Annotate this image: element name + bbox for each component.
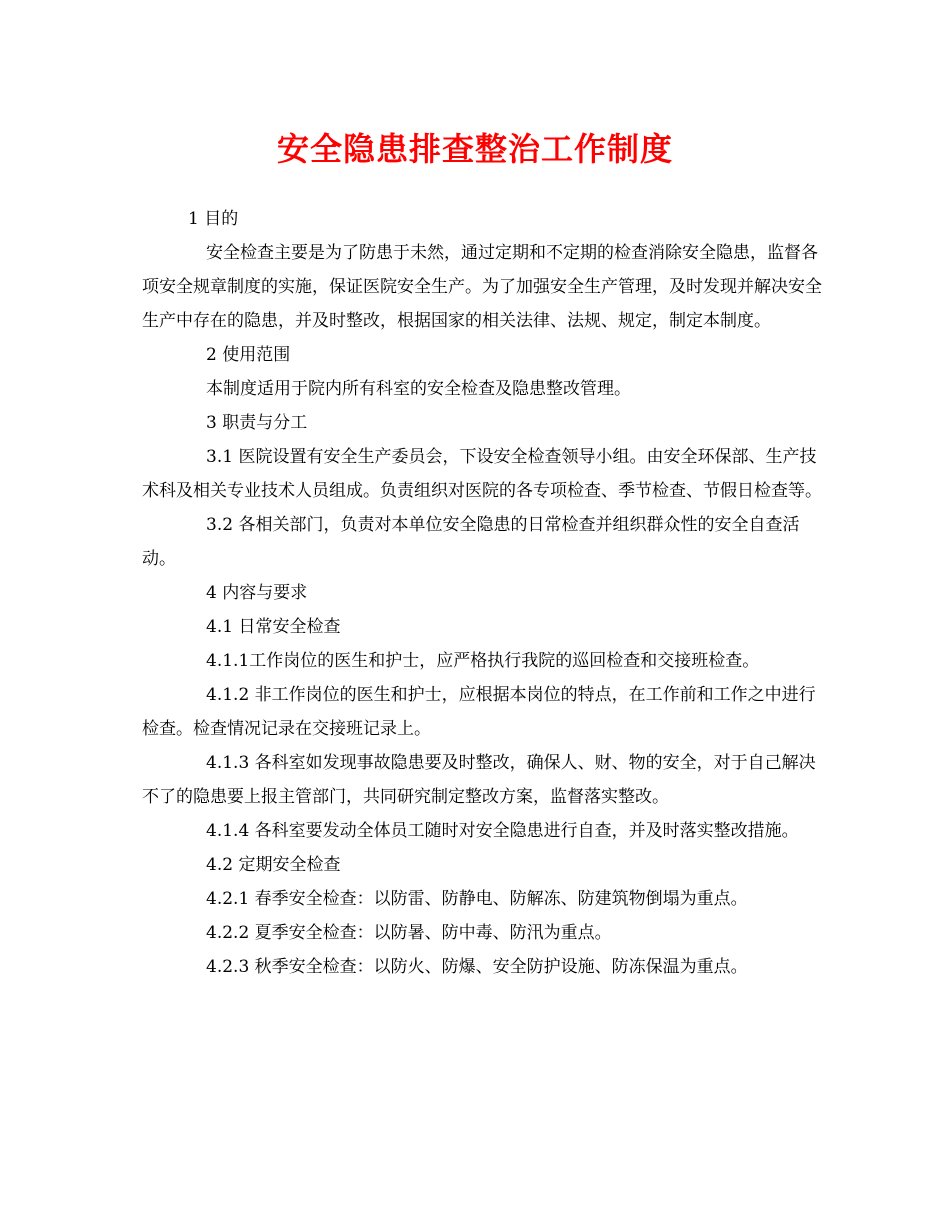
body-paragraph: 4.1.4 各科室要发动全体员工随时对安全隐患进行自查，并及时落实整改措施。 <box>206 821 799 841</box>
body-paragraph: 3.1 医院设置有安全生产委员会，下设安全检查领导小组。由安全环保部、生产技术科及相关专业技术人员组成。负责组织对医院的各专项检查、季节检查、节假日检查等。 <box>142 447 822 501</box>
body-paragraph: 安全检查主要是为了防患于未然，通过定期和不定期的检查消除安全隐患，监督各项安全规章制度的实施，保证医院安全生产。为了加强安全生产管理，及时发现并解决安全生产中存在的隐患，并及时整改，根据国家的相关法律、法规、规定，制定本制度。 <box>142 243 822 331</box>
body-paragraph: 本制度适用于院内所有科室的安全检查及隐患整改管理。 <box>206 379 631 399</box>
body-paragraph: 4.1.1工作岗位的医生和护士，应严格执行我院的巡回检查和交接班检查。 <box>206 651 760 671</box>
body-paragraph: 4.2.2 夏季安全检查：以防暑、防中毒、防汛为重点。 <box>206 923 612 943</box>
body-paragraph: 4 内容与要求 <box>206 583 308 603</box>
body-paragraph: 3 职责与分工 <box>206 413 308 433</box>
document-body <box>142 202 832 984</box>
body-paragraph: 1 目的 <box>188 209 239 229</box>
body-paragraph: 4.1 日常安全检查 <box>206 617 341 637</box>
body-paragraph: 4.1.3 各科室如发现事故隐患要及时整改，确保人、财、物的安全，对于自己解决不了的隐患要上报主管部门，共同研究制定整改方案，监督落实整改。 <box>142 753 816 807</box>
body-paragraph: 4.1.2 非工作岗位的医生和护士，应根据本岗位的特点，在工作前和工作之中进行检查。检查情况记录在交接班记录上。 <box>142 685 816 739</box>
body-paragraph: 3.2 各相关部门，负责对本单位安全隐患的日常检查并组织群众性的安全自查活动。 <box>142 515 800 569</box>
body-paragraph: 2 使用范围 <box>206 345 291 365</box>
document-title: 安全隐患排查整治工作制度 <box>276 130 673 168</box>
body-paragraph: 4.2.3 秋季安全检查：以防火、防爆、安全防护设施、防冻保温为重点。 <box>206 957 748 977</box>
body-paragraph: 4.2 定期安全检查 <box>206 855 341 875</box>
body-paragraph: 4.2.1 春季安全检查：以防雷、防静电、防解冻、防建筑物倒塌为重点。 <box>206 889 748 909</box>
